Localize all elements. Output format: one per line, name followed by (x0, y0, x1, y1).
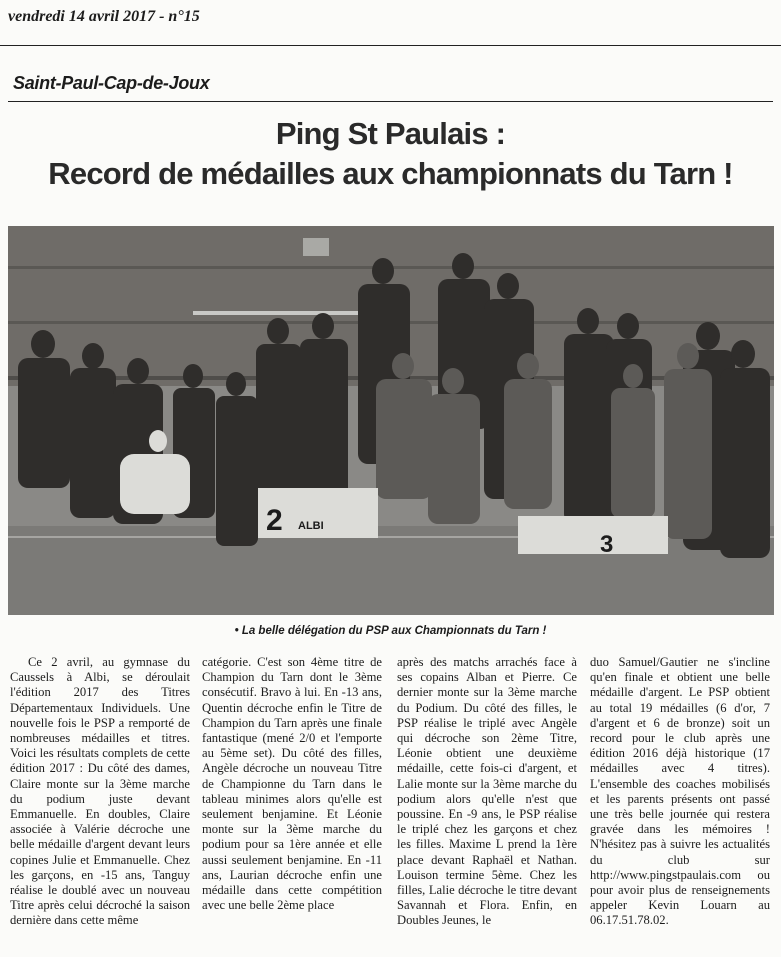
headline (0, 114, 781, 194)
podium-second-number: 2 (266, 504, 283, 537)
group-photo (8, 226, 774, 615)
article-column-3 (397, 655, 577, 929)
header-rule (0, 45, 781, 46)
photo-caption: • La belle délégation du PSP aux Championnats du Tarn ! (234, 625, 547, 637)
article-text-2: catégorie. C'est son 4ème titre de Champion du Tarn dont le 3ème consécutif. Bravo à lui. En -13 ans, Quentin décroche enfin le Titre de Champion du Tarn après une finale fantastique (mené 2/0 et l'emporte au 5ème set). Du côté des filles, Angèle décroche un nouveau Titre de Championne du Tarn dans le tableau minimes alors qu'elle est seulement benjamine. Et Léonie monte sur la 3ème marche du podium pour sa 1ère année et elle aussi seulement benjamine. En -11 ans, Laurian décroche enfin une médaille dans cette compétition avec une belle 2ème place (202, 655, 382, 913)
article-text-4: duo Samuel/Gautier ne s'incline qu'en finale et obtient une belle médaille d'argent. Le PSP obtient au total 19 médailles (6 d'or, 7 d'argent et 6 de bronze) soit un record pour le club après une édition 2016 déjà historique (17 médailles avec 4 titres). L'ensemble des coaches mobilisés et les parents présents ont passé une très belle journée qui restera gravée dans les mémoires ! N'hésitez pas à suivre les actualités du club sur http://www.pingstpaulais.com ou pour avoir plus de renseignements appeler Kevin Louarn au 06.17.51.78.02. (590, 655, 770, 928)
article-column-4 (590, 655, 770, 929)
section-title: Saint-Paul-Cap-de-Joux (13, 73, 210, 93)
headline-line-1: Ping St Paulais : (275, 116, 506, 151)
headline-line-2: Record de médailles aux championnats du Tarn ! (48, 156, 733, 191)
section-rule (8, 101, 773, 102)
article-text-3: après des matchs arrachés face à ses copains Alban et Pierre. Ce dernier monte sur la 3ème marche du Podium. Du côté des filles, le PSP réalise le triplé avec Angèle qui décroche son 2ème Titre, Léonie obtient une deuxième médaille, cette fois-ci d'argent, et Lalie monte sur la 3ème marche du podium alors qu'elle n'est que poussine. En -9 ans, le PSP réalise le triplé chez les garçons et chez les filles. Maxime L prend la 1ère place devant Raphaël et Nathan. Louison termine 5ème. Chez les filles, Lalie décroche le titre devant Savannah et Flora. Enfin, en Doubles Jeunes, le (397, 655, 577, 928)
podium-third-number: 3 (600, 531, 614, 558)
dateline: vendredi 14 avril 2017 - n°15 (8, 8, 200, 25)
article-column-2 (202, 655, 382, 913)
article-text-1: Ce 2 avril, au gymnase du Caussels à Albi, se déroulait l'édition 2017 des Titres Départementaux Individuels. Une nouvelle fois le PSP a remporté de nombreuses médailles et titres. Voici les résultats complets de cette édition 2017 : Du côté des dames, Claire monte sur la 3ème marche du podium juste devant Emmanuelle. En doubles, Claire associée à Valérie décroche une belle médaille d'argent devant leurs copines Julie et Emmanuelle. Chez les garçons, en -15 ans, Tanguy réalise le doublé avec un nouveau Titre après celui décroché la saison dernière dans cette même (10, 655, 190, 928)
podium-sponsor: ALBI (298, 520, 324, 532)
article-column-1 (10, 655, 190, 929)
